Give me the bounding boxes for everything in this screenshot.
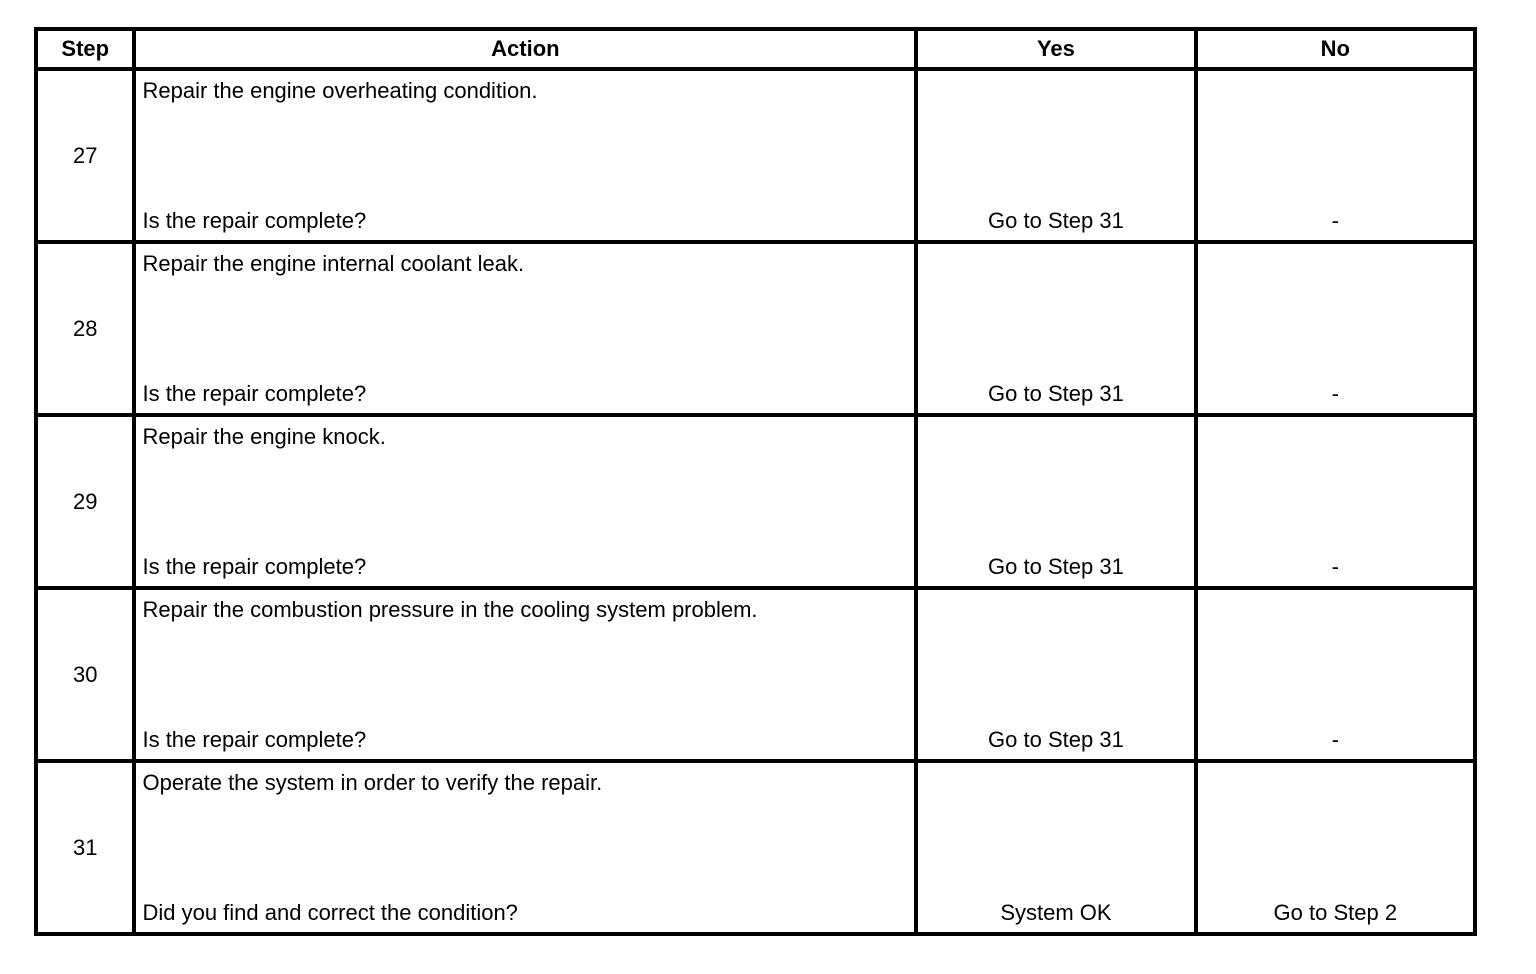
- action-cell: [134, 242, 916, 415]
- yes-cell: [916, 761, 1195, 934]
- yes-cell: [916, 415, 1195, 588]
- no-cell: [1196, 69, 1475, 242]
- yes-result: Go to Step 31: [988, 554, 1124, 579]
- no-result: -: [1331, 554, 1339, 579]
- no-cell: [1196, 761, 1475, 934]
- header-no: No: [1196, 29, 1475, 69]
- table-row: [36, 761, 1475, 934]
- yes-result: System OK: [1000, 900, 1112, 925]
- action-text: Repair the engine internal coolant leak.: [142, 251, 525, 276]
- yes-cell: [916, 69, 1195, 242]
- table-row: [36, 242, 1475, 415]
- action-question: Is the repair complete?: [142, 554, 367, 579]
- action-cell: [134, 415, 916, 588]
- action-cell: [134, 761, 916, 934]
- no-result: -: [1331, 208, 1339, 233]
- header-step: Step: [36, 29, 134, 69]
- yes-cell: [916, 588, 1195, 761]
- no-result: -: [1331, 727, 1339, 752]
- action-question: Is the repair complete?: [142, 381, 367, 406]
- header-row: [36, 29, 1475, 69]
- yes-result: Go to Step 31: [988, 727, 1124, 752]
- table-row: [36, 588, 1475, 761]
- yes-result: Go to Step 31: [988, 381, 1124, 406]
- diagnostic-table: [34, 27, 1477, 936]
- step-number: 27: [36, 69, 134, 242]
- action-question: Is the repair complete?: [142, 727, 367, 752]
- yes-result: Go to Step 31: [988, 208, 1124, 233]
- no-cell: [1196, 415, 1475, 588]
- table-row: [36, 415, 1475, 588]
- no-result: Go to Step 2: [1273, 900, 1398, 925]
- yes-cell: [916, 242, 1195, 415]
- step-number: 31: [36, 761, 134, 934]
- action-text: Repair the engine knock.: [142, 424, 386, 449]
- header-action: Action: [134, 29, 916, 69]
- step-number: 30: [36, 588, 134, 761]
- action-cell: [134, 69, 916, 242]
- action-question: Did you find and correct the condition?: [142, 900, 518, 925]
- table-row: [36, 69, 1475, 242]
- header-yes: Yes: [916, 29, 1195, 69]
- action-text: Operate the system in order to verify the repair.: [142, 770, 603, 795]
- action-text: Repair the engine overheating condition.: [142, 78, 538, 103]
- action-question: Is the repair complete?: [142, 208, 367, 233]
- step-number: 28: [36, 242, 134, 415]
- no-result: -: [1331, 381, 1339, 406]
- no-cell: [1196, 242, 1475, 415]
- step-number: 29: [36, 415, 134, 588]
- action-text: Repair the combustion pressure in the cooling system problem.: [142, 597, 758, 622]
- action-cell: [134, 588, 916, 761]
- no-cell: [1196, 588, 1475, 761]
